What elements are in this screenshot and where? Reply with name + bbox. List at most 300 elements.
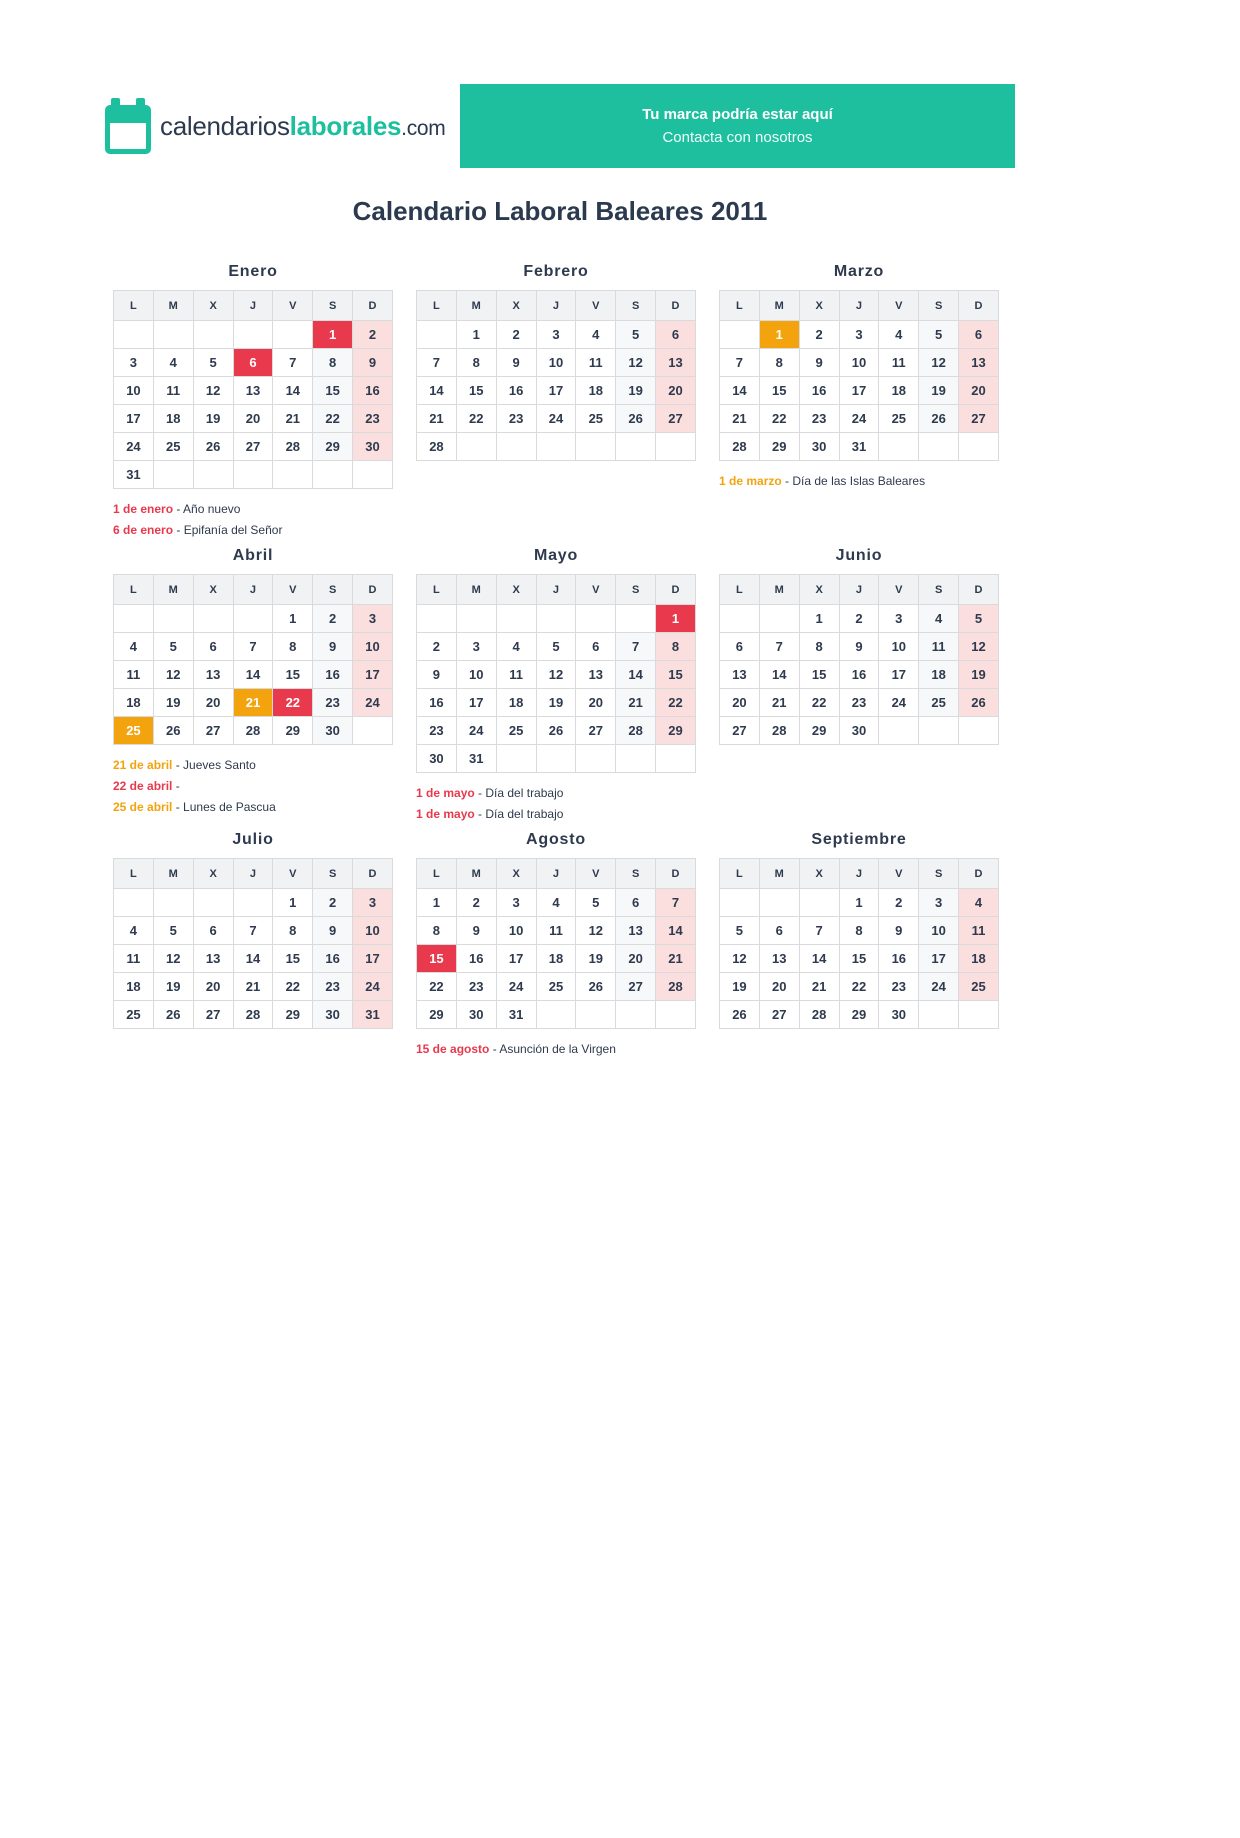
day-cell: 2 bbox=[353, 321, 393, 349]
day-cell: 27 bbox=[233, 433, 273, 461]
day-cell: 12 bbox=[153, 661, 193, 689]
week-row bbox=[720, 321, 999, 349]
day-cell: 29 bbox=[273, 717, 313, 745]
week-row bbox=[417, 633, 696, 661]
day-header-cell: D bbox=[353, 291, 393, 321]
empty-cell bbox=[273, 461, 313, 489]
day-cell: 22 bbox=[417, 973, 457, 1001]
empty-cell bbox=[959, 1001, 999, 1029]
day-cell: 24 bbox=[353, 689, 393, 717]
day-header-cell: V bbox=[576, 291, 616, 321]
day-header-row bbox=[417, 859, 696, 889]
day-header-cell: D bbox=[959, 859, 999, 889]
day-header-cell: S bbox=[313, 575, 353, 605]
holiday-note-date: 6 de enero bbox=[113, 523, 174, 537]
day-header-cell: D bbox=[656, 859, 696, 889]
day-cell: 29 bbox=[656, 717, 696, 745]
empty-cell bbox=[656, 1001, 696, 1029]
day-header-row bbox=[417, 575, 696, 605]
month-block-abril bbox=[113, 547, 393, 831]
empty-cell bbox=[720, 321, 760, 349]
day-header-cell: S bbox=[616, 291, 656, 321]
day-cell: 2 bbox=[839, 605, 879, 633]
day-cell: 16 bbox=[799, 377, 839, 405]
day-cell: 17 bbox=[456, 689, 496, 717]
week-row bbox=[114, 973, 393, 1001]
week-row bbox=[114, 661, 393, 689]
week-row bbox=[114, 433, 393, 461]
day-header-cell: S bbox=[616, 575, 656, 605]
day-header-cell: V bbox=[879, 575, 919, 605]
week-row bbox=[720, 377, 999, 405]
empty-cell bbox=[616, 1001, 656, 1029]
day-cell: 6 bbox=[959, 321, 999, 349]
day-cell: 10 bbox=[879, 633, 919, 661]
day-cell: 4 bbox=[496, 633, 536, 661]
holiday-note-text: Epifanía del Señor bbox=[183, 523, 283, 537]
day-cell: 30 bbox=[839, 717, 879, 745]
day-cell: 11 bbox=[114, 661, 154, 689]
month-title: Enero bbox=[228, 263, 278, 280]
day-cell: 30 bbox=[456, 1001, 496, 1029]
day-cell: 13 bbox=[233, 377, 273, 405]
empty-cell bbox=[720, 889, 760, 917]
day-cell: 27 bbox=[720, 717, 760, 745]
day-cell: 30 bbox=[353, 433, 393, 461]
day-cell: 26 bbox=[919, 405, 959, 433]
day-header-cell: M bbox=[456, 291, 496, 321]
week-row bbox=[417, 689, 696, 717]
day-cell: 25 bbox=[959, 973, 999, 1001]
day-cell: 26 bbox=[153, 1001, 193, 1029]
week-row bbox=[114, 633, 393, 661]
week-row bbox=[720, 349, 999, 377]
day-cell: 3 bbox=[456, 633, 496, 661]
day-cell: 16 bbox=[417, 689, 457, 717]
day-cell: 21 bbox=[616, 689, 656, 717]
day-cell: 10 bbox=[919, 917, 959, 945]
day-cell: 27 bbox=[193, 717, 233, 745]
empty-cell bbox=[153, 605, 193, 633]
day-cell: 15 bbox=[759, 377, 799, 405]
holiday-note: 1 de marzo - Día de las Islas Baleares bbox=[719, 474, 926, 488]
holiday-note: 15 de agosto - Asunción de la Virgen bbox=[416, 1042, 616, 1056]
week-row bbox=[114, 349, 393, 377]
day-cell: 28 bbox=[720, 433, 760, 461]
day-cell: 23 bbox=[456, 973, 496, 1001]
day-cell: 18 bbox=[919, 661, 959, 689]
day-cell: 24 bbox=[536, 405, 576, 433]
empty-cell bbox=[496, 433, 536, 461]
day-header-cell: S bbox=[919, 291, 959, 321]
holiday-note-date: 22 de abril bbox=[113, 779, 173, 793]
day-cell: 18 bbox=[879, 377, 919, 405]
day-cell: 17 bbox=[839, 377, 879, 405]
week-row bbox=[417, 745, 696, 773]
day-cell: 17 bbox=[114, 405, 154, 433]
week-row bbox=[417, 1001, 696, 1029]
site-logo[interactable] bbox=[105, 98, 460, 154]
day-header-cell: J bbox=[233, 291, 273, 321]
day-cell: 18 bbox=[114, 689, 154, 717]
day-cell: 23 bbox=[799, 405, 839, 433]
ad-banner-contact-link[interactable]: Contacta con nosotros bbox=[662, 129, 813, 146]
day-header-cell: X bbox=[799, 575, 839, 605]
day-cell: 2 bbox=[313, 605, 353, 633]
day-cell: 9 bbox=[799, 349, 839, 377]
day-cell: 20 bbox=[959, 377, 999, 405]
day-cell: 27 bbox=[959, 405, 999, 433]
empty-cell bbox=[919, 717, 959, 745]
month-block-septiembre bbox=[719, 831, 999, 1115]
empty-cell bbox=[114, 321, 154, 349]
day-cell: 3 bbox=[353, 605, 393, 633]
day-cell: 4 bbox=[114, 633, 154, 661]
day-cell: 22 bbox=[313, 405, 353, 433]
day-cell: 23 bbox=[353, 405, 393, 433]
day-cell: 7 bbox=[417, 349, 457, 377]
day-header-row bbox=[720, 291, 999, 321]
day-cell: 23 bbox=[417, 717, 457, 745]
day-header-row bbox=[114, 291, 393, 321]
empty-cell bbox=[959, 433, 999, 461]
day-cell: 4 bbox=[959, 889, 999, 917]
day-cell: 19 bbox=[153, 689, 193, 717]
day-cell: 29 bbox=[273, 1001, 313, 1029]
empty-cell bbox=[496, 745, 536, 773]
day-cell: 6 bbox=[759, 917, 799, 945]
week-row bbox=[417, 717, 696, 745]
empty-cell bbox=[417, 605, 457, 633]
day-header-cell: V bbox=[879, 291, 919, 321]
holiday-note-date: 1 de mayo bbox=[416, 786, 475, 800]
day-header-cell: M bbox=[153, 291, 193, 321]
page-content bbox=[105, 84, 1015, 1115]
empty-cell bbox=[496, 605, 536, 633]
day-cell: 22 bbox=[456, 405, 496, 433]
week-row bbox=[720, 633, 999, 661]
week-row bbox=[417, 349, 696, 377]
ad-banner[interactable] bbox=[460, 84, 1015, 168]
day-cell: 9 bbox=[496, 349, 536, 377]
day-cell: 2 bbox=[799, 321, 839, 349]
day-cell: 31 bbox=[353, 1001, 393, 1029]
day-cell: 3 bbox=[839, 321, 879, 349]
holiday-note-date: 15 de agosto bbox=[416, 1042, 490, 1056]
day-cell: 4 bbox=[153, 349, 193, 377]
day-cell: 18 bbox=[576, 377, 616, 405]
day-cell: 2 bbox=[313, 889, 353, 917]
day-cell: 27 bbox=[759, 1001, 799, 1029]
holiday-cell: 22 bbox=[273, 689, 313, 717]
day-cell: 6 bbox=[193, 633, 233, 661]
day-cell: 25 bbox=[536, 973, 576, 1001]
day-cell: 18 bbox=[114, 973, 154, 1001]
empty-cell bbox=[576, 1001, 616, 1029]
day-cell: 15 bbox=[656, 661, 696, 689]
day-cell: 3 bbox=[536, 321, 576, 349]
day-header-cell: X bbox=[496, 859, 536, 889]
day-cell: 4 bbox=[114, 917, 154, 945]
empty-cell bbox=[456, 433, 496, 461]
day-header-cell: V bbox=[273, 575, 313, 605]
empty-cell bbox=[720, 605, 760, 633]
week-row bbox=[720, 605, 999, 633]
day-cell: 23 bbox=[879, 973, 919, 1001]
holiday-note-date: 25 de abril bbox=[113, 800, 173, 814]
empty-cell bbox=[417, 321, 457, 349]
day-cell: 18 bbox=[959, 945, 999, 973]
day-cell: 18 bbox=[536, 945, 576, 973]
day-cell: 21 bbox=[417, 405, 457, 433]
day-cell: 18 bbox=[153, 405, 193, 433]
day-cell: 7 bbox=[759, 633, 799, 661]
day-cell: 7 bbox=[656, 889, 696, 917]
logo-brand-prefix: calendarios bbox=[160, 110, 290, 141]
calendar-table bbox=[719, 858, 999, 1029]
day-header-cell: S bbox=[313, 291, 353, 321]
day-cell: 25 bbox=[114, 1001, 154, 1029]
day-cell: 13 bbox=[959, 349, 999, 377]
week-row bbox=[720, 889, 999, 917]
day-cell: 4 bbox=[879, 321, 919, 349]
week-row bbox=[114, 321, 393, 349]
logo-brand-bold: laborales bbox=[289, 110, 402, 141]
day-cell: 8 bbox=[313, 349, 353, 377]
day-cell: 5 bbox=[720, 917, 760, 945]
week-row bbox=[720, 1001, 999, 1029]
day-cell: 21 bbox=[656, 945, 696, 973]
day-cell: 28 bbox=[799, 1001, 839, 1029]
day-header-cell: M bbox=[456, 859, 496, 889]
week-row bbox=[720, 689, 999, 717]
day-header-cell: D bbox=[959, 575, 999, 605]
empty-cell bbox=[313, 461, 353, 489]
day-cell: 6 bbox=[576, 633, 616, 661]
day-cell: 5 bbox=[153, 633, 193, 661]
week-row bbox=[417, 433, 696, 461]
month-title: Septiembre bbox=[811, 831, 907, 848]
day-cell: 28 bbox=[616, 717, 656, 745]
day-cell: 20 bbox=[720, 689, 760, 717]
day-header-cell: L bbox=[417, 859, 457, 889]
day-cell: 8 bbox=[456, 349, 496, 377]
day-cell: 24 bbox=[919, 973, 959, 1001]
day-header-row bbox=[114, 575, 393, 605]
empty-cell bbox=[153, 889, 193, 917]
week-row bbox=[114, 889, 393, 917]
day-cell: 23 bbox=[313, 689, 353, 717]
day-cell: 25 bbox=[879, 405, 919, 433]
empty-cell bbox=[879, 717, 919, 745]
day-cell: 5 bbox=[193, 349, 233, 377]
day-cell: 13 bbox=[576, 661, 616, 689]
calendar-table bbox=[113, 290, 393, 489]
day-cell: 28 bbox=[759, 717, 799, 745]
day-cell: 22 bbox=[759, 405, 799, 433]
day-cell: 22 bbox=[273, 973, 313, 1001]
day-cell: 13 bbox=[656, 349, 696, 377]
day-cell: 23 bbox=[313, 973, 353, 1001]
day-header-cell: L bbox=[720, 291, 760, 321]
month-title: Febrero bbox=[523, 263, 589, 280]
day-cell: 26 bbox=[153, 717, 193, 745]
week-row bbox=[114, 689, 393, 717]
week-row bbox=[417, 405, 696, 433]
day-cell: 19 bbox=[616, 377, 656, 405]
page-title: Calendario Laboral Baleares 2011 bbox=[352, 196, 768, 226]
ad-banner-headline: Tu marca podría estar aquí bbox=[642, 106, 833, 123]
day-cell: 1 bbox=[456, 321, 496, 349]
day-cell: 19 bbox=[959, 661, 999, 689]
empty-cell bbox=[536, 1001, 576, 1029]
empty-cell bbox=[114, 605, 154, 633]
day-cell: 5 bbox=[576, 889, 616, 917]
day-header-cell: J bbox=[536, 291, 576, 321]
day-cell: 3 bbox=[919, 889, 959, 917]
day-header-cell: X bbox=[799, 291, 839, 321]
day-cell: 8 bbox=[759, 349, 799, 377]
day-cell: 1 bbox=[417, 889, 457, 917]
empty-cell bbox=[919, 433, 959, 461]
day-cell: 9 bbox=[879, 917, 919, 945]
day-cell: 5 bbox=[616, 321, 656, 349]
day-cell: 7 bbox=[616, 633, 656, 661]
calendar-table bbox=[719, 574, 999, 745]
day-cell: 11 bbox=[959, 917, 999, 945]
holiday-note: 22 de abril - bbox=[113, 779, 180, 793]
empty-cell bbox=[576, 605, 616, 633]
holiday-cell: 1 bbox=[759, 321, 799, 349]
day-cell: 24 bbox=[839, 405, 879, 433]
day-cell: 4 bbox=[576, 321, 616, 349]
day-cell: 15 bbox=[456, 377, 496, 405]
day-cell: 24 bbox=[879, 689, 919, 717]
day-cell: 7 bbox=[799, 917, 839, 945]
day-header-cell: V bbox=[879, 859, 919, 889]
day-cell: 29 bbox=[839, 1001, 879, 1029]
day-cell: 2 bbox=[456, 889, 496, 917]
day-cell: 12 bbox=[919, 349, 959, 377]
day-cell: 20 bbox=[193, 973, 233, 1001]
day-cell: 16 bbox=[313, 661, 353, 689]
day-cell: 20 bbox=[616, 945, 656, 973]
day-cell: 22 bbox=[839, 973, 879, 1001]
day-cell: 9 bbox=[353, 349, 393, 377]
calendar-table bbox=[113, 858, 393, 1029]
month-block-julio bbox=[113, 831, 393, 1115]
day-header-cell: X bbox=[193, 859, 233, 889]
month-title: Marzo bbox=[833, 263, 885, 280]
day-cell: 12 bbox=[536, 661, 576, 689]
holiday-note: 21 de abril - Jueves Santo bbox=[113, 758, 256, 772]
day-cell: 17 bbox=[536, 377, 576, 405]
day-cell: 10 bbox=[353, 917, 393, 945]
day-header-cell: X bbox=[193, 575, 233, 605]
day-cell: 9 bbox=[417, 661, 457, 689]
day-cell: 5 bbox=[153, 917, 193, 945]
holiday-notes bbox=[719, 473, 999, 489]
calendar-table bbox=[416, 858, 696, 1029]
day-cell: 5 bbox=[536, 633, 576, 661]
day-cell: 11 bbox=[496, 661, 536, 689]
week-row bbox=[114, 945, 393, 973]
day-cell: 4 bbox=[919, 605, 959, 633]
day-header-cell: X bbox=[496, 575, 536, 605]
empty-cell bbox=[536, 605, 576, 633]
week-row bbox=[720, 433, 999, 461]
day-cell: 31 bbox=[114, 461, 154, 489]
calendar-table bbox=[113, 574, 393, 745]
day-header-cell: V bbox=[576, 575, 616, 605]
day-cell: 6 bbox=[616, 889, 656, 917]
holiday-note: 1 de enero - Año nuevo bbox=[113, 502, 241, 516]
day-cell: 28 bbox=[656, 973, 696, 1001]
week-row bbox=[114, 917, 393, 945]
day-cell: 26 bbox=[536, 717, 576, 745]
day-cell: 27 bbox=[616, 973, 656, 1001]
day-cell: 2 bbox=[417, 633, 457, 661]
day-cell: 13 bbox=[193, 661, 233, 689]
empty-cell bbox=[959, 717, 999, 745]
holiday-note: 1 de mayo - Día del trabajo bbox=[416, 786, 564, 800]
day-cell: 19 bbox=[153, 973, 193, 1001]
empty-cell bbox=[759, 605, 799, 633]
day-cell: 24 bbox=[114, 433, 154, 461]
week-row bbox=[720, 661, 999, 689]
week-row bbox=[417, 321, 696, 349]
day-cell: 8 bbox=[417, 917, 457, 945]
day-cell: 5 bbox=[919, 321, 959, 349]
month-block-mayo bbox=[416, 547, 696, 831]
day-cell: 8 bbox=[273, 633, 313, 661]
holiday-note-text: Asunción de la Virgen bbox=[499, 1042, 616, 1056]
holiday-cell: 6 bbox=[233, 349, 273, 377]
day-header-cell: M bbox=[759, 859, 799, 889]
empty-cell bbox=[153, 321, 193, 349]
day-cell: 24 bbox=[496, 973, 536, 1001]
week-row bbox=[417, 889, 696, 917]
empty-cell bbox=[879, 433, 919, 461]
empty-cell bbox=[536, 433, 576, 461]
day-cell: 22 bbox=[799, 689, 839, 717]
day-cell: 26 bbox=[193, 433, 233, 461]
week-row bbox=[720, 917, 999, 945]
day-cell: 12 bbox=[153, 945, 193, 973]
holiday-notes bbox=[416, 1041, 696, 1057]
day-cell: 14 bbox=[233, 661, 273, 689]
day-cell: 8 bbox=[656, 633, 696, 661]
month-title: Julio bbox=[232, 831, 274, 848]
holiday-cell: 1 bbox=[313, 321, 353, 349]
day-cell: 5 bbox=[959, 605, 999, 633]
month-block-junio bbox=[719, 547, 999, 831]
week-row bbox=[114, 461, 393, 489]
day-cell: 31 bbox=[456, 745, 496, 773]
week-row bbox=[720, 973, 999, 1001]
day-cell: 26 bbox=[720, 1001, 760, 1029]
day-cell: 8 bbox=[273, 917, 313, 945]
day-cell: 27 bbox=[193, 1001, 233, 1029]
day-header-row bbox=[114, 859, 393, 889]
week-row bbox=[417, 377, 696, 405]
day-cell: 31 bbox=[496, 1001, 536, 1029]
day-header-cell: J bbox=[233, 575, 273, 605]
day-header-cell: L bbox=[114, 575, 154, 605]
day-cell: 12 bbox=[576, 917, 616, 945]
day-header-cell: X bbox=[193, 291, 233, 321]
day-cell: 10 bbox=[456, 661, 496, 689]
